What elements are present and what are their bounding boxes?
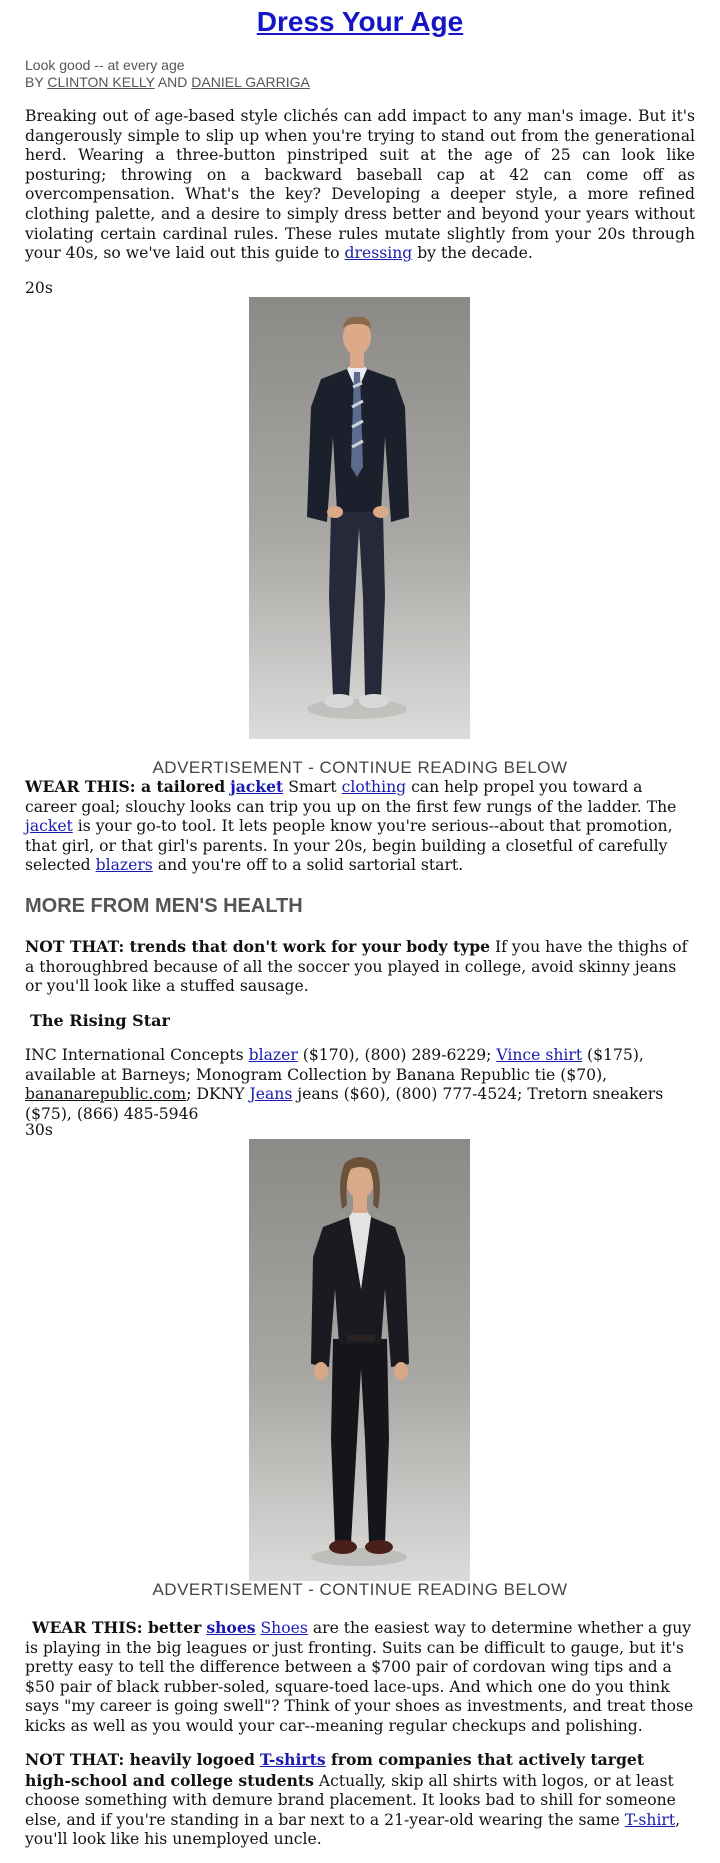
credits-text-1: ($170), (800) 289-6229;: [297, 1046, 492, 1064]
shoes-link-bold[interactable]: shoes: [206, 1618, 256, 1637]
smart-text: Smart: [288, 778, 337, 796]
byline: [25, 74, 310, 90]
man-in-dark-suit-photo-icon: [249, 1139, 470, 1581]
advertisement-label-2: ADVERTISEMENT - CONTINUE READING BELOW: [152, 1580, 568, 1599]
wear-this-30s-heading: WEAR THIS: better: [32, 1618, 202, 1637]
intro-text: Breaking out of age-based style clichés can add impact to any man's image. But it's dangerously simple to slip up when you're trying to stand out from the generational herd. Wearing a three-button pinstriped suit at the age of 25 can look like posturing; throwing on a backward baseball cap at 42 can come off as overcompensation. What's the key? Developing a deeper style, a more refined clothing palette, and a desire to simply dress better and beyond your years without violating certain cardinal rules. These rules mutate slightly from your 20s through your 40s, so we've laid out this guide to: [25, 107, 695, 263]
intro-end: by the decade.: [412, 244, 533, 263]
clothing-link[interactable]: clothing: [341, 778, 407, 796]
credits-text-0: INC International Concepts: [25, 1046, 244, 1064]
wear-this-30s: [25, 1618, 695, 1737]
credits-text-4: jeans ($60), (800) 777-4524; Tretorn sneakers ($75), (866) 485-5946: [25, 1085, 664, 1123]
t-shirt-link[interactable]: T-shirt: [624, 1810, 676, 1829]
t-shirts-link-bold[interactable]: T-shirts: [259, 1750, 326, 1769]
not-that-30s-heading-2: from companies that actively target high-school and college students: [25, 1750, 645, 1790]
intro-paragraph: [25, 107, 695, 264]
not-that-20s: [25, 937, 695, 997]
blazers-link[interactable]: blazers: [95, 856, 153, 875]
dressing-link[interactable]: dressing: [344, 244, 413, 263]
author-link-clinton-kelly[interactable]: CLINTON KELLY: [47, 74, 155, 90]
byline-by: BY: [25, 74, 44, 90]
rising-star-heading: The Rising Star: [30, 1011, 170, 1030]
advertisement-label-1: ADVERTISEMENT - CONTINUE READING BELOW: [152, 758, 568, 777]
article-subtitle: Look good -- at every age: [25, 57, 185, 73]
jacket-link[interactable]: jacket: [25, 817, 73, 836]
article-title[interactable]: Dress Your Age: [256, 6, 464, 37]
not-that-30s: [25, 1750, 695, 1850]
product-credits-20s: [25, 1046, 695, 1124]
shoes-link[interactable]: Shoes: [260, 1619, 308, 1637]
not-that-30s-heading-1: NOT THAT: heavily logoed: [25, 1750, 255, 1769]
not-that-20s-heading: NOT THAT: trends that don't work for your body type: [25, 937, 491, 956]
photo-20s: [249, 297, 470, 739]
not-that-20s-text: If you have the thighs of a thoroughbred because of all the soccer you played in college, avoid skinny jeans or you'll look like a stuffed sausage.: [25, 938, 688, 996]
author-link-daniel-garriga[interactable]: DANIEL GARRIGA: [191, 74, 310, 90]
credits-text-3: ; DKNY: [186, 1085, 245, 1104]
wear-this-30s-text: are the easiest way to determine whether a guy is playing in the big leagues or just fronting. Suits can be difficult to gauge, but it's pretty easy to tell the difference between a $700 pair of cordovan wing tips and a $50 pair of black rubber-soled, square-toed lace-ups. And which one do you think says "my career is going swell"? Think of your shoes as investments, and treat those kicks as well as you would your car--meaning regular checkups and polishing.: [25, 1619, 694, 1735]
blazer-link[interactable]: blazer: [248, 1046, 298, 1064]
wear-this-20s: [25, 777, 695, 876]
photo-30s: [249, 1139, 470, 1581]
not-that-30s-text-2: , you'll look like his unemployed uncle.: [25, 1810, 681, 1849]
jeans-link[interactable]: Jeans: [249, 1085, 293, 1104]
byline-and: AND: [157, 74, 188, 90]
wear-this-20s-text-2: is your go-to tool. It lets people know you're serious--about that promotion, that girl, or that girl's parents. In your 20s, begin building a closetful of carefully selected: [25, 817, 673, 875]
not-that-30s-text-1: Actually, skip all shirts with logos, or at least choose something with demure brand placement. It looks bad to shill for someone else, and if you're standing in a bar next to a 21-year-old wearing the same: [25, 1771, 676, 1829]
credits-text-2: ($175), available at Barneys; Monogram Collection by Banana Republic tie ($70),: [25, 1046, 644, 1084]
vince-shirt-link[interactable]: Vince shirt: [496, 1046, 583, 1064]
wear-this-20s-heading: WEAR THIS: a tailored: [25, 777, 226, 796]
section-label-20s: 20s: [25, 279, 53, 297]
man-in-pinstripe-jacket-photo-icon: [249, 297, 470, 739]
wear-this-20s-text-3: and you're off to a solid sartorial start.: [152, 856, 464, 875]
jacket-link-bold[interactable]: jacket: [230, 777, 284, 796]
section-label-30s: 30s: [25, 1121, 53, 1139]
wear-this-20s-text-1: can help propel you toward a career goal; slouchy looks can trip you up on the first few rungs of the ladder. The: [25, 778, 677, 816]
more-from-mens-health: MORE FROM MEN'S HEALTH: [25, 895, 303, 917]
bananarepublic-link[interactable]: bananarepublic.com: [25, 1085, 187, 1104]
